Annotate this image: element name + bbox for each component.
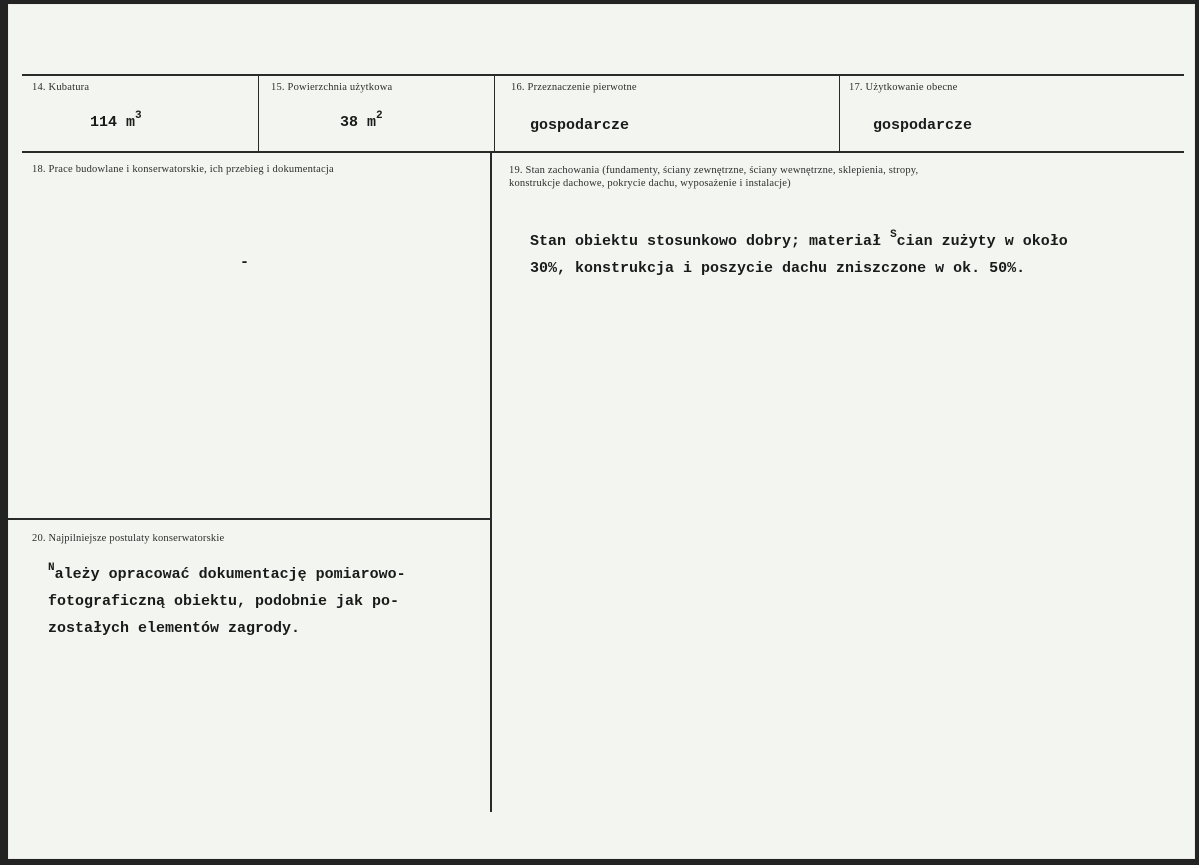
- field-16-value: gospodarcze: [530, 117, 630, 134]
- field-20-line-1-sup: N: [48, 562, 55, 574]
- field-20-value: [48, 557, 406, 642]
- field-17-value: gospodarcze: [873, 117, 973, 134]
- field-19-label-line-2: konstrukcje dachowe, pokrycie dachu, wyposażenie i instalacje): [509, 178, 791, 189]
- field-20-label: 20. Najpilniejsze postulaty konserwatorskie: [32, 533, 225, 544]
- field-19-line-1-pre: Stan obiektu stosunkowo dobry; materiał: [530, 233, 891, 250]
- field-14-unit-sup: 3: [135, 110, 142, 122]
- field-14-value-text: 114 m: [90, 114, 136, 131]
- header-divider-3: [839, 75, 840, 152]
- field-19-line-1-post: cian zużyty w około: [896, 233, 1068, 250]
- field-19-label-line-1: 19. Stan zachowania (fundamenty, ściany zewnętrzne, ściany wewnętrzne, sklepienia, stropy,: [509, 165, 919, 176]
- field-20-line-1-post: ależy opracować dokumentację pomiarowo-: [54, 566, 406, 583]
- field-18-label: 18. Prace budowlane i konserwatorskie, ich przebieg i dokumentacja: [32, 164, 334, 175]
- field-14-value: [90, 112, 142, 131]
- field-20-value-line-1: [48, 557, 406, 588]
- inventory-card: [8, 4, 1195, 859]
- field-15-value-text: 38 m: [340, 114, 377, 131]
- field-19-line-1-sup: S: [890, 229, 897, 241]
- header-divider-1: [258, 75, 259, 152]
- field-20-value-line-2: fotograficzną obiektu, podobnie jak po-: [48, 593, 400, 610]
- top-rule: [22, 74, 1184, 76]
- field-15-label: 15. Powierzchnia użytkowa: [271, 82, 393, 93]
- field-17-label: 17. Użytkowanie obecne: [849, 82, 958, 93]
- field-15-unit-sup: 2: [376, 110, 383, 122]
- body-divider: [490, 152, 492, 812]
- field-19-value: [530, 224, 1068, 282]
- field-19-value-line-2: 30%, konstrukcja i poszycie dachu zniszczone w ok. 50%.: [530, 260, 1026, 277]
- header-bottom-rule: [22, 151, 1184, 153]
- field-19-label: [509, 164, 918, 190]
- middle-left-rule: [8, 518, 492, 520]
- header-divider-2: [494, 75, 495, 152]
- field-15-value: [340, 112, 383, 131]
- field-16-label: 16. Przeznaczenie pierwotne: [511, 82, 637, 93]
- field-19-value-line-1: [530, 224, 1068, 255]
- field-18-value: -: [240, 254, 250, 271]
- field-20-value-line-3: zostałych elementów zagrody.: [48, 620, 301, 637]
- field-14-label: 14. Kubatura: [32, 82, 90, 93]
